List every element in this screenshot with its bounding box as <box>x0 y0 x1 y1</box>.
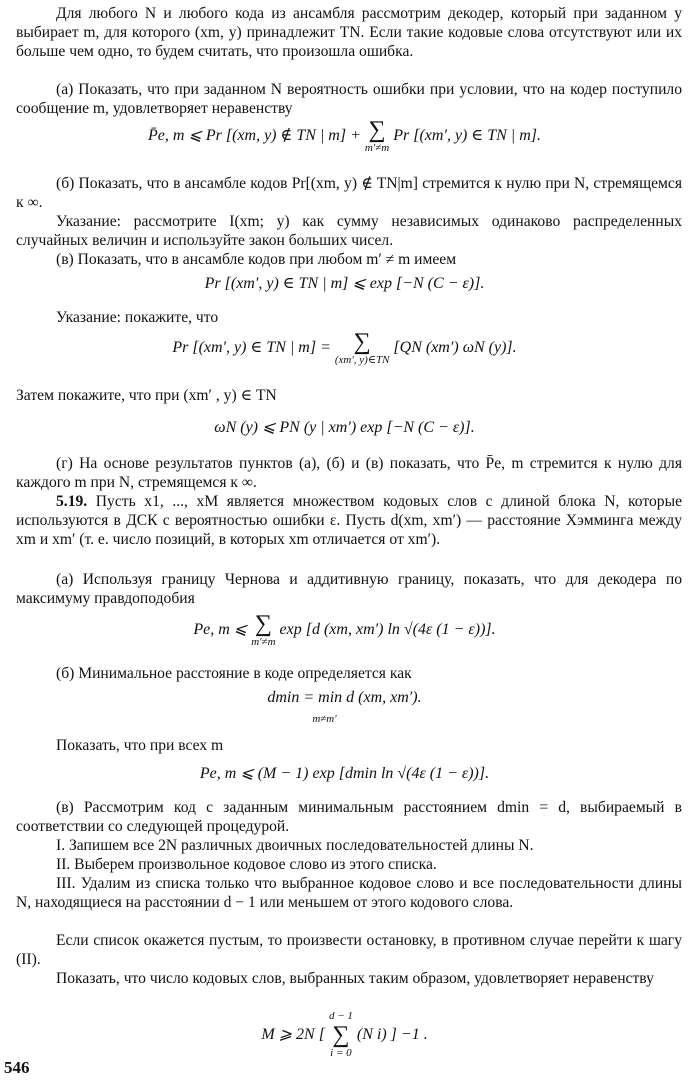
paragraph-min-distance: (б) Минимальное расстояние в коде определяется как <box>56 665 412 682</box>
paragraph-hint-1: Указание: рассмотрите I(xm; y) как сумму независимых одинаково распределенных случайных величин и используйте закон больших чисел. <box>16 213 682 249</box>
formula-omega <box>0 418 689 438</box>
summation-sign: ∑ m′≠m <box>251 611 276 648</box>
summation-sign: d − 1 ∑ i = 0 <box>328 1010 353 1059</box>
paragraph-decoder: Для любого N и любого кода из ансамбля рассмотрим декодер, который при заданном y выбирает m, для которого (xm, y) принадлежит TN. Если такие кодовые слова отсутствуют или их больше чем одно, то будем считать, что произошла ошибка. <box>16 5 682 60</box>
formula-chernoff-bound <box>0 612 689 649</box>
formula-right: exp [d (xm, xm′) ln √(4ε (1 − ε))]. <box>279 621 496 639</box>
formula-error-bound <box>0 118 689 155</box>
formula-right: [QN (xm′) ωN (y)]. <box>393 339 517 357</box>
formula-pr-exp <box>0 274 689 294</box>
paragraph-part-a: (а) Показать, что при заданном N вероятность ошибки при условии, что на кодер поступило сообщение m, удовлетворяет неравенству <box>16 81 682 117</box>
paragraph-part-d: (г) На основе результатов пунктов (а), (б) и (в) показать, что P̄e, m стремится к нулю для каждого m при N, стремящемся к ∞. <box>16 455 682 491</box>
formula-gilbert-bound <box>0 1010 689 1060</box>
list-step-2: II. Выберем произвольное кодовое слово из этого списка. <box>56 856 437 873</box>
formula-text: Pr [(xm′, y) ∈ TN | m] ⩽ exp [−N (C − ε)]. <box>204 275 485 292</box>
list-step-1: I. Запишем все 2N различных двоичных последовательностей длины N. <box>56 837 534 854</box>
formula-left: Pr [(xm′, y) ∈ TN | m] = <box>172 339 331 357</box>
formula-pe-bound <box>0 764 689 784</box>
formula-dmin <box>0 688 689 728</box>
problem-number: 5.19. <box>56 493 88 510</box>
summation-sign: ∑ (xm′, y)∈TN <box>334 329 390 366</box>
formula-left: P̄e, m ⩽ Pr [(xm, y) ∉ TN | m] + <box>148 127 361 145</box>
summation-index: m′≠m <box>251 636 276 648</box>
paragraph-stop-rule: Если список окажется пустым, то произвести остановку, в противном случае перейти к шагу (II). <box>16 932 682 968</box>
list-step-3: III. Удалим из списка только что выбранное кодовое слово и все последовательности длины N, находящиеся на расстоянии d − 1 или меньшем от этого кодового слова. <box>16 875 682 911</box>
paragraph-show-count: Показать, что число кодовых слов, выбранных таким образом, удовлетворяет неравенству <box>56 970 654 987</box>
formula-right: (N i) ] −1 . <box>356 1025 428 1043</box>
summation-upper: d − 1 <box>328 1010 353 1022</box>
formula-text: Pe, m ⩽ (M − 1) exp [dmin ln √(4ε (1 − ε))]. <box>199 765 490 782</box>
summation-lower: i = 0 <box>330 1047 352 1059</box>
summation-sign: ∑ m′≠m <box>364 117 390 154</box>
summation-index: m′≠m <box>364 142 390 154</box>
page-number: 546 <box>4 1058 30 1077</box>
paragraph-problem-5-19 <box>16 492 682 549</box>
paragraph-part-v: (в) Рассмотрим код с заданным минимальным расстоянием dmin = d, выбираемый в соответствии со следующей процедурой. <box>16 799 682 835</box>
formula-pr-sum <box>0 330 689 367</box>
formula-left: M ⩾ 2N [ <box>261 1025 325 1043</box>
paragraph-show-all-m: Показать, что при всех m <box>56 737 224 754</box>
paragraph-chernoff: (а) Используя границу Чернова и аддитивную границу, показать, что для декодера по максимуму правдоподобия <box>16 571 682 607</box>
summation-index: (xm′, y)∈TN <box>334 354 390 366</box>
paragraph-part-c: (в) Показать, что в ансамбле кодов при любом m′ ≠ m имеем <box>56 251 457 268</box>
problem-text: Пусть x1, ..., xM является множеством кодовых слов с длиной блока N, которые используются в ДСК с вероятностью ошибки ε. Пусть d(xm, xm′) — расстояние Хэмминга между xm и xm′ (т. е. число позиций, в которых xm отличается от xm′). <box>16 493 682 548</box>
min-index: m≠m′ <box>312 713 337 725</box>
paragraph-hint-2: Указание: покажите, что <box>56 309 219 326</box>
formula-right: Pr [(xm′, y) ∈ TN | m]. <box>393 127 541 145</box>
formula-text: ωN (y) ⩽ PN (y | xm′) exp [−N (C − ε)]. <box>214 419 475 436</box>
formula-text: dmin = min d (xm, xm′). <box>267 689 422 706</box>
paragraph-part-b: (б) Показать, что в ансамбле кодов Pr[(xm, y) ∉ TN|m] стремится к нулю при N, стремящемся к ∞. <box>16 175 682 211</box>
formula-left: Pe, m ⩽ <box>193 621 248 639</box>
paragraph-then-show: Затем покажите, что при (xm′ , y) ∈ TN <box>16 387 277 404</box>
